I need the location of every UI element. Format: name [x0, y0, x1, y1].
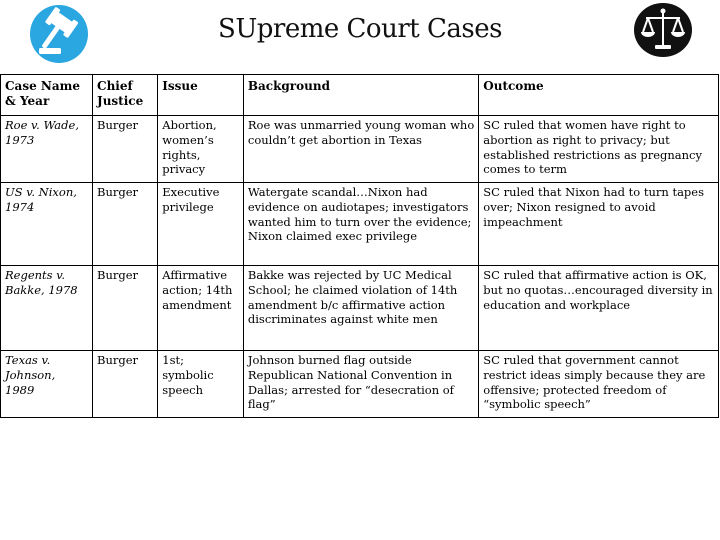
page-title: SUpreme Court Cases: [218, 14, 502, 44]
case-name-cell: Roe v. Wade, 1973: [1, 116, 93, 183]
column-header-outcome: Outcome: [479, 75, 719, 116]
justice-cell: Burger: [93, 266, 158, 351]
outcome-cell: SC ruled that affirmative action is OK, but no quotas…encouraged diversity in education and workplace: [479, 266, 719, 351]
case-name-cell: Texas v. Johnson, 1989: [1, 351, 93, 418]
justice-cell: Burger: [93, 351, 158, 418]
table-row: [1, 351, 719, 418]
background-cell: Johnson burned flag outside Republican National Convention in Dallas; arrested for “desecration of flag”: [243, 351, 478, 418]
table-row: [1, 266, 719, 351]
table-row: [1, 183, 719, 266]
scales-of-justice-icon: [633, 2, 693, 58]
justice-cell: Burger: [93, 116, 158, 183]
table-header-row: [1, 75, 719, 116]
cases-table: [0, 74, 719, 418]
issue-cell: Executive privilege: [158, 183, 244, 266]
background-cell: Roe was unmarried young woman who couldn’t get abortion in Texas: [243, 116, 478, 183]
background-cell: Watergate scandal…Nixon had evidence on audiotapes; investigators wanted him to turn over the evidence; Nixon claimed exec privilege: [243, 183, 478, 266]
column-header-justice: Chief Justice: [93, 75, 158, 116]
column-header-issue: Issue: [158, 75, 244, 116]
issue-cell: Affirmative action; 14th amendment: [158, 266, 244, 351]
background-cell: Bakke was rejected by UC Medical School; he claimed violation of 14th amendment b/c affirmative action discriminates against white men: [243, 266, 478, 351]
column-header-background: Background: [243, 75, 478, 116]
issue-cell: Abortion, women’s rights, privacy: [158, 116, 244, 183]
table-row: [1, 116, 719, 183]
outcome-cell: SC ruled that government cannot restrict ideas simply because they are offensive; protected freedom of “symbolic speech”: [479, 351, 719, 418]
case-name-cell: Regents v. Bakke, 1978: [1, 266, 93, 351]
issue-cell: 1st; symbolic speech: [158, 351, 244, 418]
justice-cell: Burger: [93, 183, 158, 266]
outcome-cell: SC ruled that women have right to abortion as right to privacy; but established restrictions as pregnancy comes to term: [479, 116, 719, 183]
outcome-cell: SC ruled that Nixon had to turn tapes over; Nixon resigned to avoid impeachment: [479, 183, 719, 266]
column-header-case: Case Name & Year: [1, 75, 93, 116]
case-name-cell: US v. Nixon, 1974: [1, 183, 93, 266]
